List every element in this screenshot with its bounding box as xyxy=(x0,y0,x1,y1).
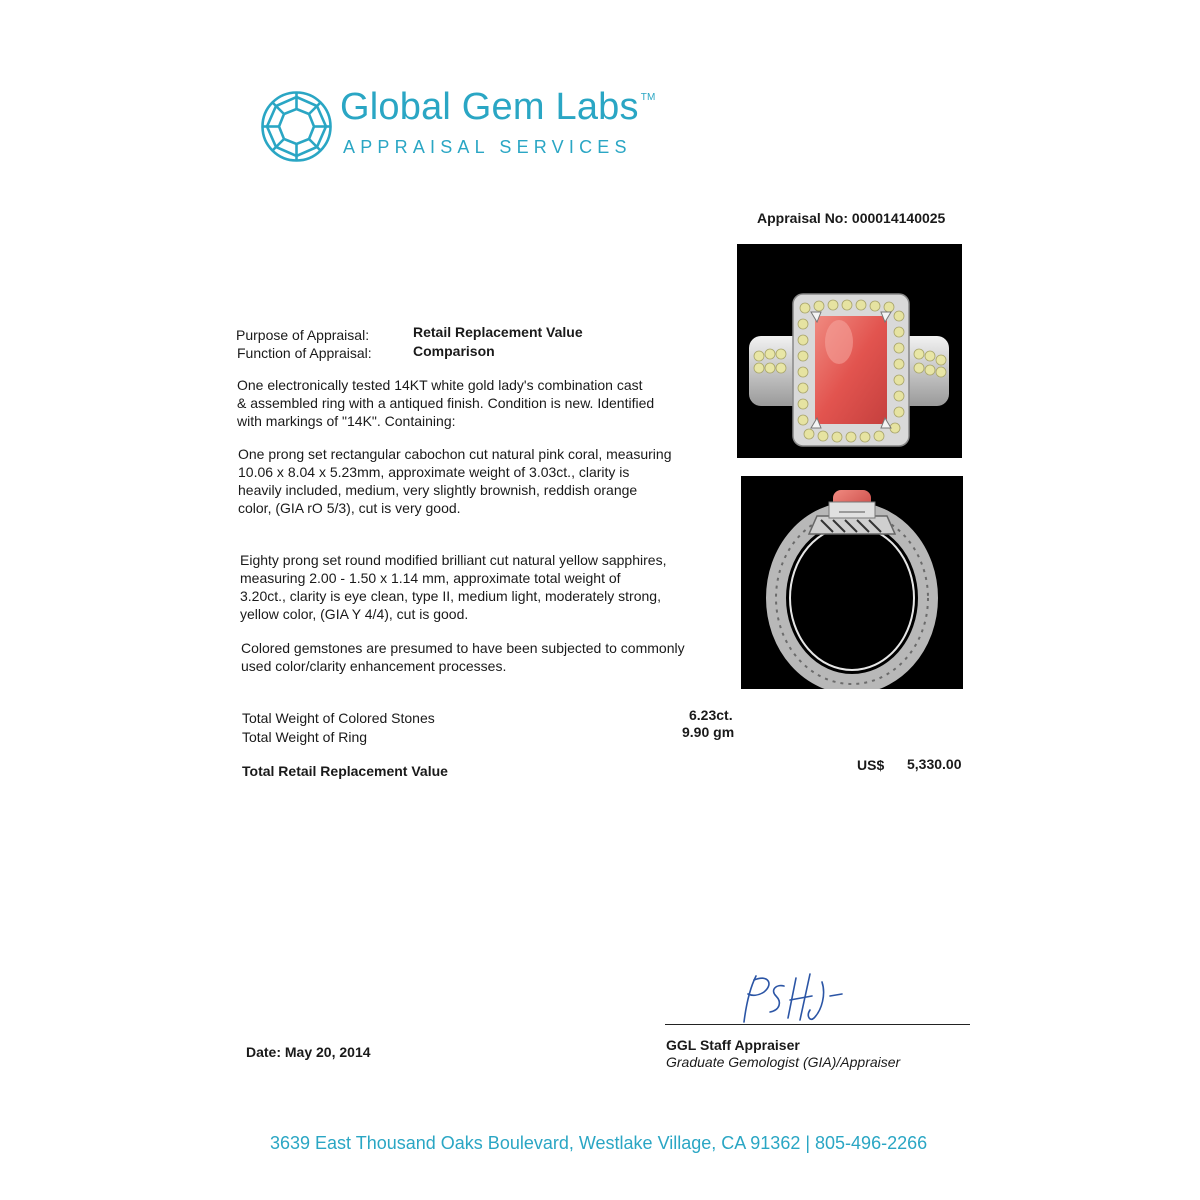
retail-value-label: Total Retail Replacement Value xyxy=(242,763,448,779)
brand-name xyxy=(340,86,656,129)
coral-description xyxy=(238,445,728,517)
retail-value-amount: 5,330.00 xyxy=(907,756,962,772)
currency-label: US$ xyxy=(857,757,885,773)
description-line: & assembled ring with a antiqued finish. Condition is new. Identified xyxy=(237,395,655,411)
sapphire-line: 3.20ct., clarity is eye clean, type II, medium light, moderately strong, xyxy=(240,588,661,604)
description-line: with markings of "14K". Containing: xyxy=(237,413,456,429)
appraiser-role: Graduate Gemologist (GIA)/Appraiser xyxy=(666,1054,901,1070)
coral-line: 10.06 x 8.04 x 5.23mm, approximate weight of 3.03ct., clarity is xyxy=(238,464,630,480)
appraiser-title: GGL Staff Appraiser xyxy=(666,1037,800,1053)
stones-weight-value: 6.23ct. xyxy=(689,707,733,723)
coral-line: One prong set rectangular cabochon cut natural pink coral, measuring xyxy=(238,446,672,462)
coral-line: heavily included, medium, very slightly brownish, reddish orange xyxy=(238,482,638,498)
function-value: Comparison xyxy=(413,343,495,359)
appraisal-number: Appraisal No: 000014140025 xyxy=(757,210,946,226)
function-label: Function of Appraisal: xyxy=(237,345,372,361)
purpose-value: Retail Replacement Value xyxy=(413,324,583,340)
ring-weight-value: 9.90 gm xyxy=(682,724,735,740)
enhancement-note xyxy=(241,639,731,675)
gem-outline-icon xyxy=(259,89,334,164)
sapphire-line: measuring 2.00 - 1.50 x 1.14 mm, approximate total weight of xyxy=(240,570,621,586)
description-line: One electronically tested 14KT white gold lady's combination cast xyxy=(237,377,643,393)
ring-top-view-photo xyxy=(737,244,962,458)
footer-address: 3639 East Thousand Oaks Boulevard, Westlake Village, CA 91362 | 805-496-2266 xyxy=(270,1133,928,1153)
coral-line: color, (GIA rO 5/3), cut is very good. xyxy=(238,500,461,516)
signature-line xyxy=(665,1024,970,1025)
note-line: Colored gemstones are presumed to have been subjected to commonly xyxy=(241,640,685,656)
brand-subtitle: APPRAISAL SERVICES xyxy=(343,137,632,157)
brand-name-text: Global Gem Labs xyxy=(340,86,639,128)
ring-side-view-photo xyxy=(741,476,963,689)
ring-description xyxy=(237,376,727,430)
appraisal-date: Date: May 20, 2014 xyxy=(246,1044,371,1060)
note-line: used color/clarity enhancement processes. xyxy=(241,658,507,674)
sapphires-description xyxy=(240,551,730,623)
sapphire-line: yellow color, (GIA Y 4/4), cut is good. xyxy=(240,606,469,622)
stones-weight-label: Total Weight of Colored Stones xyxy=(242,710,435,726)
handwritten-signature xyxy=(730,966,850,1028)
trademark-mark: TM xyxy=(640,92,656,103)
ring-weight-label: Total Weight of Ring xyxy=(242,729,368,745)
sapphire-line: Eighty prong set round modified brilliant cut natural yellow sapphires, xyxy=(240,552,667,568)
purpose-label: Purpose of Appraisal: xyxy=(236,327,370,343)
